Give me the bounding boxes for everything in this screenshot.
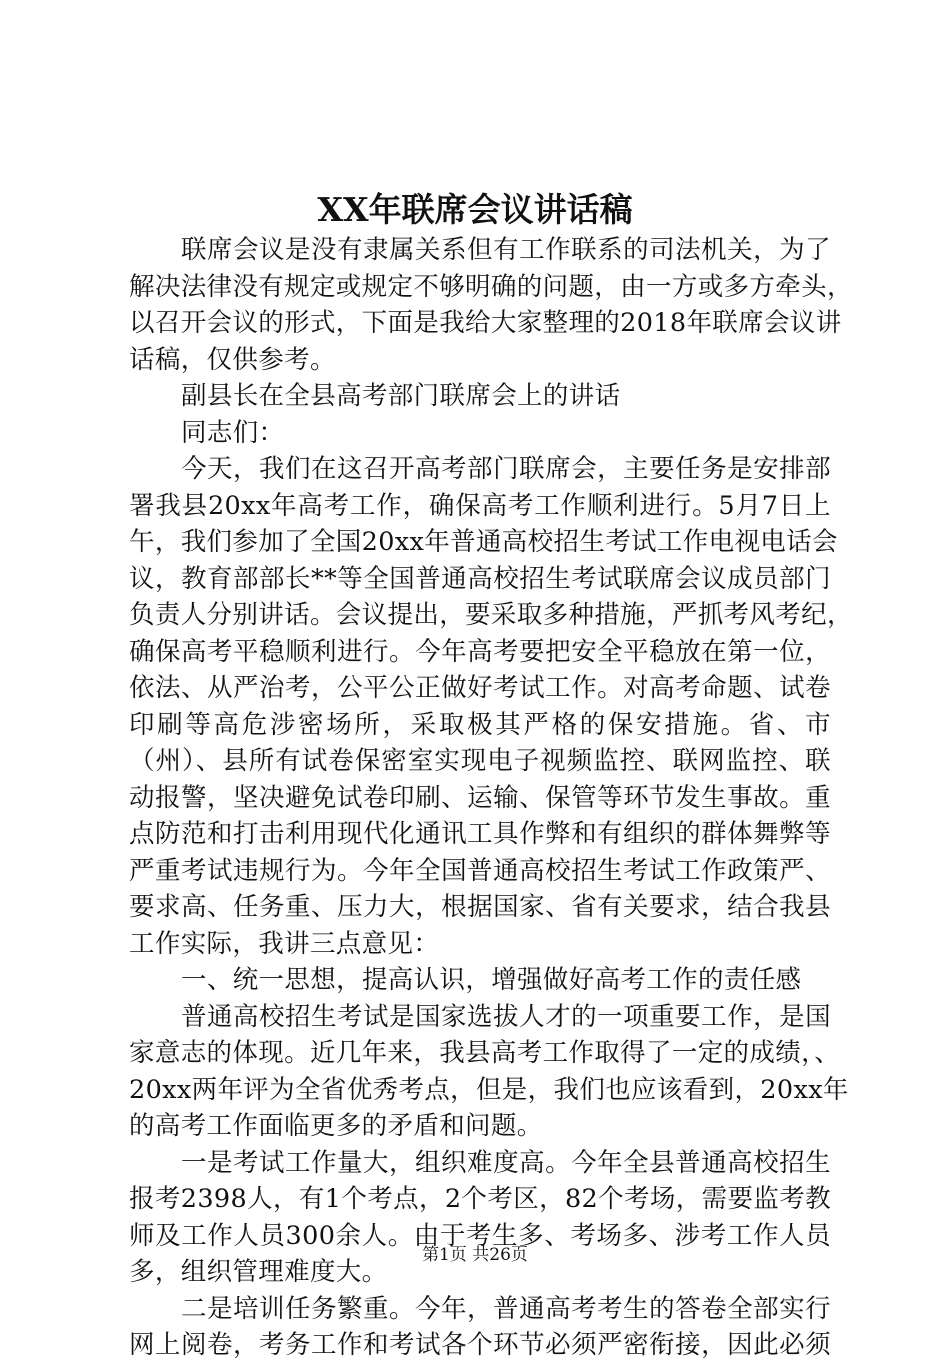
- text-line: 普通高校招生考试是国家选拔人才的一项重要工作，是国: [181, 1001, 831, 1032]
- text-line: 的高考工作面临更多的矛盾和问题。: [129, 1111, 543, 1141]
- text-line: 以召开会议的形式，下面是我给大家整理的2018年联席会议讲: [129, 308, 842, 338]
- text-line: 副县长在全县高考部门联席会上的讲话: [181, 381, 621, 411]
- text-line: 确保高考平稳顺利进行。今年高考要把安全平稳放在第一位，: [129, 636, 831, 667]
- text-line: 多，组织管理难度大。: [129, 1257, 388, 1287]
- text-line: 印刷等高危涉密场所，采取极其严格的保安措施。省、市: [129, 709, 831, 740]
- text-line: 同志们：: [181, 417, 285, 448]
- text-line: 报考2398人，有1个考点，2个考区，82个考场，需要监考教: [129, 1184, 831, 1214]
- text-line: 师及工作人员300余人。由于考生多、考场多、涉考工作人员: [129, 1220, 831, 1251]
- text-line: 网上阅卷，考务工作和考试各个环节必须严密衔接，因此必须: [129, 1330, 831, 1360]
- text-line: 联席会议是没有隶属关系但有工作联系的司法机关，为了: [181, 235, 831, 265]
- text-line: （州）、县所有试卷保密室实现电子视频监控、联网监控、联: [129, 746, 831, 776]
- text-line: 负责人分别讲话。会议提出，要采取多种措施，严抓考风考纪，: [129, 600, 853, 630]
- text-line: 今天，我们在这召开高考部门联席会，主要任务是安排部: [181, 454, 831, 484]
- text-line: 解决法律没有规定或规定不够明确的问题，由一方或多方牵头，: [129, 271, 853, 302]
- text-line: 依法、从严治考，公平公正做好考试工作。对高考命题、试卷: [129, 673, 831, 703]
- page-footer: 第1页 共26页: [422, 1245, 528, 1265]
- text-line: 严重考试违规行为。今年全国普通高校招生考试工作政策严、: [129, 855, 831, 886]
- text-line: 工作实际，我讲三点意见：: [129, 928, 440, 959]
- text-line: 一、统一思想，提高认识，增强做好高考工作的责任感: [181, 965, 802, 995]
- text-line: 午，我们参加了全国20xx年普通高校招生考试工作电视电话会: [129, 527, 838, 557]
- text-line: 点防范和打击利用现代化通讯工具作弊和有组织的群体舞弊等: [129, 819, 831, 849]
- text-line: 动报警，坚决避免试卷印刷、运输、保管等环节发生事故。重: [129, 782, 831, 813]
- text-line: 20xx两年评为全省优秀考点，但是，我们也应该看到，20xx年: [129, 1074, 849, 1105]
- text-line: 家意志的体现。近几年来，我县高考工作取得了一定的成绩，、: [129, 1038, 841, 1068]
- document-title: XX年联席会议讲话稿: [317, 190, 633, 229]
- document-body: [129, 232, 853, 1364]
- text-line: 要求高、任务重、压力大，根据国家、省有关要求，结合我县: [129, 892, 831, 922]
- text-line: 话稿，仅供参考。: [129, 344, 336, 375]
- text-line: 二是培训任务繁重。今年，普通高考考生的答卷全部实行: [181, 1293, 831, 1324]
- text-line: 署我县20xx年高考工作，确保高考工作顺利进行。5月7日上: [129, 490, 831, 521]
- text-line: 一是考试工作量大，组织难度高。今年全县普通高校招生: [181, 1147, 831, 1178]
- text-line: 议，教育部部长**等全国普通高校招生考试联席会议成员部门: [129, 563, 831, 594]
